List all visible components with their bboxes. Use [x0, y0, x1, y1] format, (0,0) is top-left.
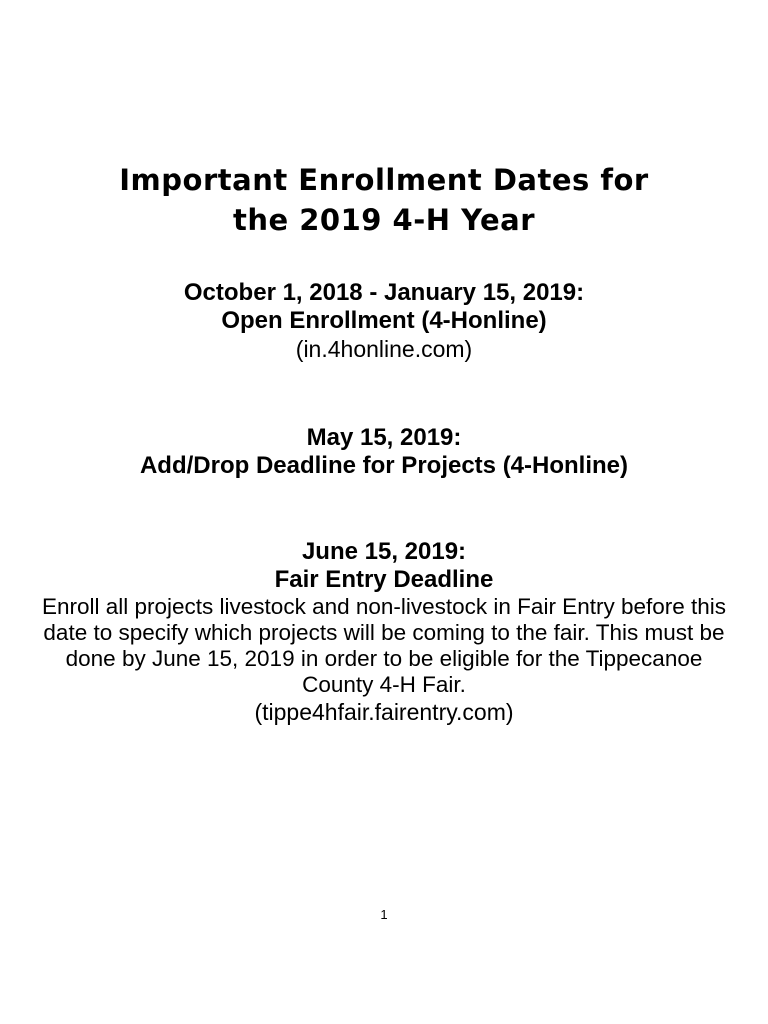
section-add-drop-deadline	[0, 424, 768, 480]
section-date: October 1, 2018 - January 15, 2019:	[183, 279, 585, 306]
section-heading: Fair Entry Deadline	[274, 566, 494, 593]
section-date: May 15, 2019:	[306, 424, 462, 451]
title-line-1: Important Enrollment Dates for	[119, 163, 649, 197]
section-link: (tippe4hfair.fairentry.com)	[254, 699, 514, 725]
title-line-2: the 2019 4-H Year	[232, 203, 536, 237]
section-date: June 15, 2019:	[301, 538, 467, 565]
section-heading: Open Enrollment (4-Honline)	[221, 307, 547, 334]
section-open-enrollment	[0, 279, 768, 363]
section-link: (in.4honline.com)	[295, 336, 473, 362]
section-heading: Add/Drop Deadline for Projects (4-Honline)	[139, 452, 629, 479]
section-body: Enroll all projects livestock and non-livestock in Fair Entry before this date to specify which projects will be coming to the fair. This must be done by June 15, 2019 in order to be eligible for the Tippecanoe County 4-H Fair.	[41, 594, 727, 697]
section-fair-entry-deadline	[0, 538, 768, 726]
page-number: 1	[380, 907, 388, 922]
document-title	[0, 160, 768, 240]
